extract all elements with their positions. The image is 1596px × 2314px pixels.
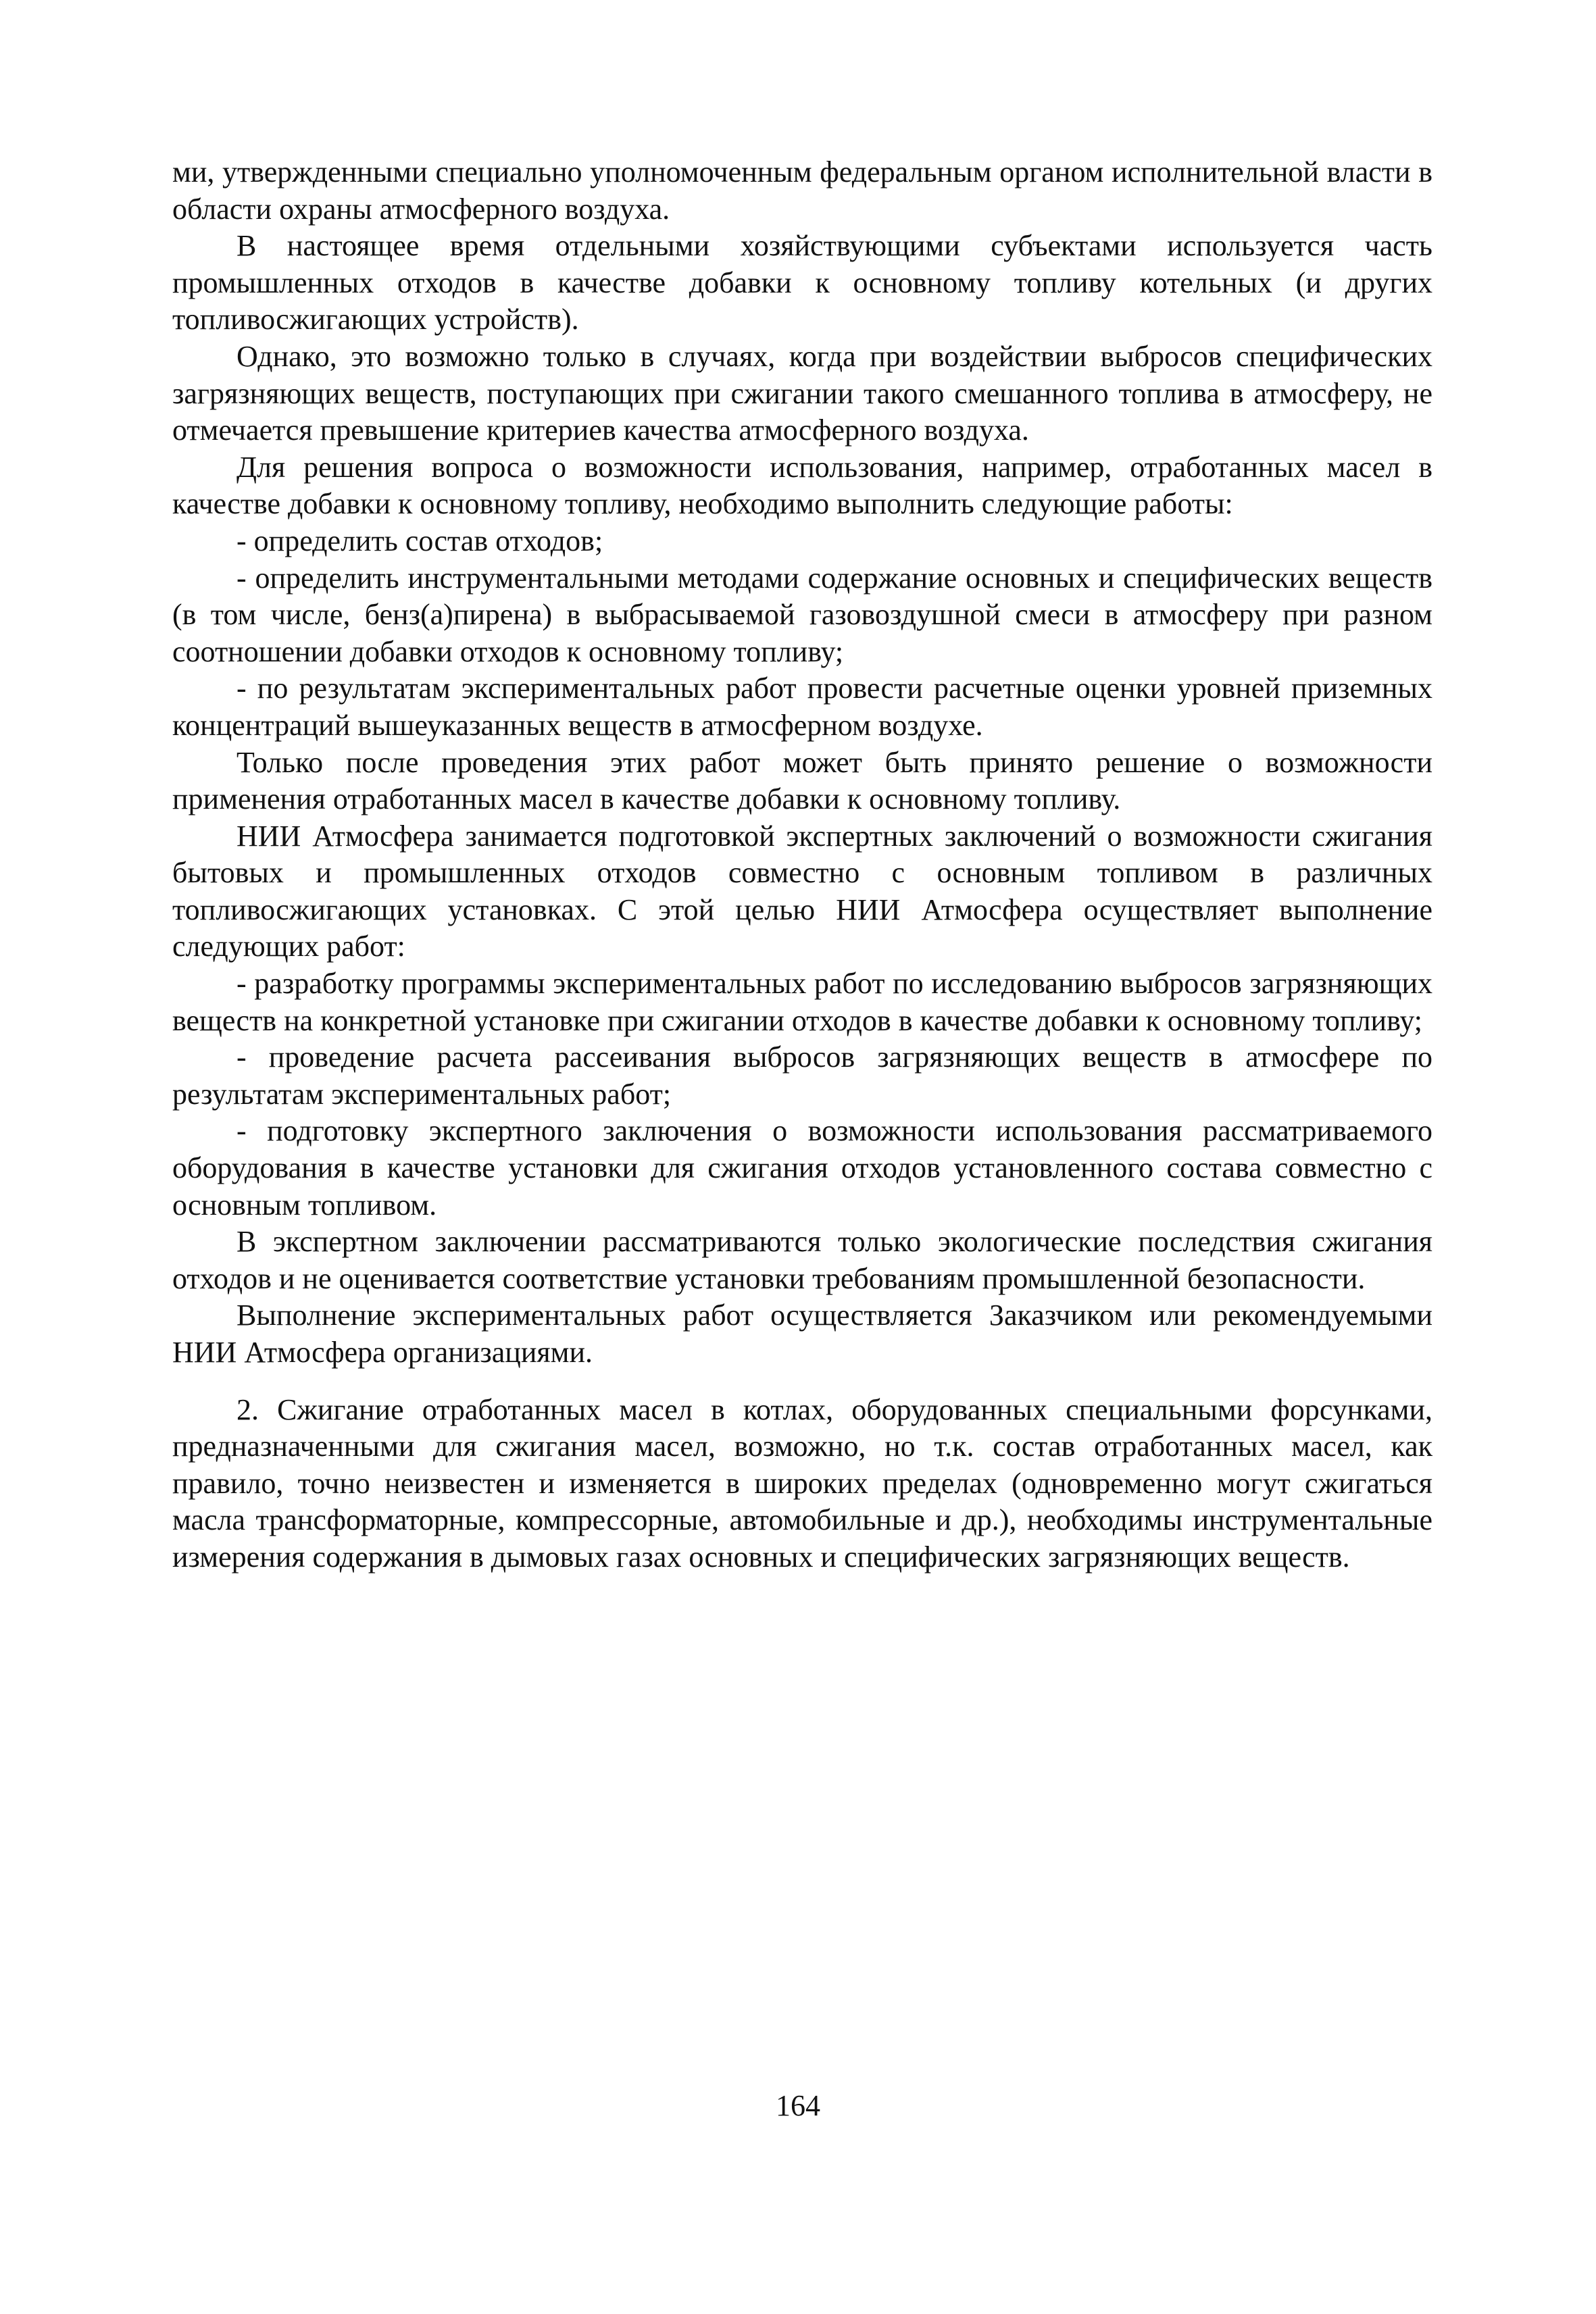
list-item: - определить состав отходов; — [236, 524, 603, 557]
paragraph: Только после проведения этих работ может быть принято решение о возможности применения отработанных масел в качестве добавки к основному топливу. — [172, 745, 1432, 816]
paragraph: В настоящее время отдельными хозяйствующими субъектами используется часть промышленных отходов в качестве добавки к основному топливу котельных (и других топливосжигающих устройств). — [172, 229, 1432, 336]
paragraph: Для решения вопроса о возможности использования, например, отработанных масел в качестве добавки к основному топливу, необходимо выполнить следующие работы: — [172, 450, 1432, 521]
list-item: - по результатам экспериментальных работ провести расчетные оценки уровней приземных концентраций вышеуказанных веществ в атмосферном воздухе. — [172, 672, 1432, 742]
body-text — [172, 154, 1432, 1576]
list-item: - разработку программы экспериментальных работ по исследованию выбросов загрязняющих веществ на конкретной установке при сжигании отходов в качестве добавки к основному топливу; — [172, 967, 1432, 1037]
paragraph: В экспертном заключении рассматриваются только экологические последствия сжигания отходов и не оценивается соответствие установки требованиям промышленной безопасности. — [172, 1225, 1432, 1295]
paragraph: Однако, это возможно только в случаях, когда при воздействии выбросов специфических загрязняющих веществ, поступающих при сжигании такого смешанного топлива в атмосферу, не отмечается превышение критериев качества атмосферного воздуха. — [172, 339, 1432, 447]
list-item: - проведение расчета рассеивания выбросов загрязняющих веществ в атмосфере по результатам экспериментальных работ; — [172, 1040, 1432, 1111]
page-number: 164 — [776, 2089, 820, 2122]
paragraph-continuation: ми, утвержденными специально уполномоченным федеральным органом исполнительной власти в области охраны атмосферного воздуха. — [172, 155, 1432, 226]
list-item: - определить инструментальными методами содержание основных и специфических веществ (в том числе, бенз(а)пирена) в выбрасываемой газовоздушной смеси в атмосферу при разном соотношении добавки отходов к основному топливу; — [172, 561, 1432, 668]
paragraph: НИИ Атмосфера занимается подготовкой экспертных заключений о возможности сжигания бытовых и промышленных отходов совместно с основным топливом в различных топливосжигающих установках. С этой целью НИИ Атмосфера осуществляет выполнение следующих работ: — [172, 819, 1432, 963]
paragraph: Выполнение экспериментальных работ осуществляется Заказчиком или рекомендуемыми НИИ Атмосфера организациями. — [172, 1299, 1432, 1369]
numbered-paragraph: 2. Сжигание отработанных масел в котлах, оборудованных специальными форсунками, предназначенными для сжигания масел, возможно, но т.к. состав отработанных масел, как правило, точно неизвестен и изменяется в широких пределах (одновременно могут сжигаться масла трансформаторные, компрессорные, автомобильные и др.), необходимы инструментальные измерения содержания в дымовых газах основных и специфических загрязняющих веществ. — [172, 1392, 1432, 1574]
list-item: - подготовку экспертного заключения о возможности использования рассматриваемого оборудования в качестве установки для сжигания отходов установленного состава совместно с основным топливом. — [172, 1114, 1432, 1222]
